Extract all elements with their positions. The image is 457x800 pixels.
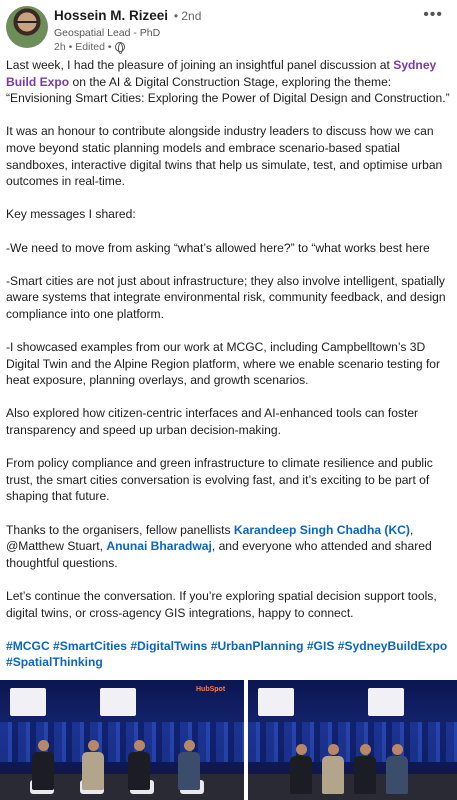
mention-link[interactable]: Karandeep Singh Chadha (KC) [233,522,410,537]
person [178,740,200,790]
paragraph: -We need to move from asking “what’s allowed here?” to “what works best here [6,240,430,255]
person [290,744,312,794]
avatar[interactable] [6,6,48,48]
author-name[interactable]: Hossein M. Rizeei [54,8,169,23]
paragraph [6,522,451,572]
author-headline: Geospatial Lead - PhD [54,27,161,39]
more-options-icon[interactable]: ••• [423,6,443,23]
person [386,744,408,794]
post-meta [54,41,125,53]
paragraph: -Smart cities are not just about infrastructure; they also involve intelligent, spatially aware systems that integrate environmental risk, community feedback, and design compliance into one platform. [6,273,446,321]
sponsor-label: HubSpot [196,686,226,693]
paragraph: Also explored how citizen-centric interfaces and AI-enhanced tools can foster transparency and speed up urban decision-making. [6,406,419,438]
paragraph: From policy compliance and green infrastructure to climate resilience and public trust, the smart cities conversation is evolving fast, and it’s exciting to be part of shaping that future. [6,456,433,504]
person [354,744,376,794]
paragraph: Let’s continue the conversation. If you’re exploring spatial decision support tools, digital twins, or cross-agency GIS integrations, happy to connect. [6,589,437,620]
paragraph [6,57,451,107]
text: , and everyone who attended and shared thoughtful questions. [6,539,432,570]
paragraph: -I showcased examples from our work at MCGC, including Campbelltown’s 3D Digital Twin and the Alpine Region platform, where we enable scenario testing for heat exposure, planning overlays, and growth scenarios. [6,340,441,388]
connection-degree: • 2nd [173,9,202,23]
post-header [6,6,451,54]
post-body [6,57,451,688]
person [128,740,150,790]
text: , @Matthew Stuart, [6,522,414,554]
text: Last week, I had the pleasure of joining an insightful panel discussion at [6,58,394,72]
panel-photo-stage[interactable] [0,680,244,800]
author-name-row [54,8,201,23]
hashtags[interactable]: #MCGC #SmartCities #DigitalTwins #UrbanPlanning #GIS #SydneyBuildExpo #SpatialThinking [6,638,448,670]
text: Thanks to the organisers, fellow panellists [6,522,234,537]
mention-link[interactable]: Sydney Build Expo [6,58,437,89]
panel-photo-group[interactable] [248,680,457,800]
person [322,744,344,794]
paragraph: Key messages I shared: [6,207,136,222]
mention-link[interactable]: Anunai Bharadwaj [106,539,212,554]
paragraph: It was an honour to contribute alongside industry leaders to discuss how we can move beyond static planning models and embrace scenario-based spatial sandboxes, interactive digital twins that help us simulate, test, and optimise urban outcomes in real-time. [6,124,443,189]
post-time: 2h • Edited • [54,41,112,53]
person [82,740,104,790]
post-photos [0,680,457,800]
person [32,740,54,790]
text: on the AI & Digital Construction Stage, exploring the theme: “Envisioning Smart Cities: Exploring the Power of Digital Design and Construction.” [6,74,450,106]
globe-icon [115,42,125,52]
